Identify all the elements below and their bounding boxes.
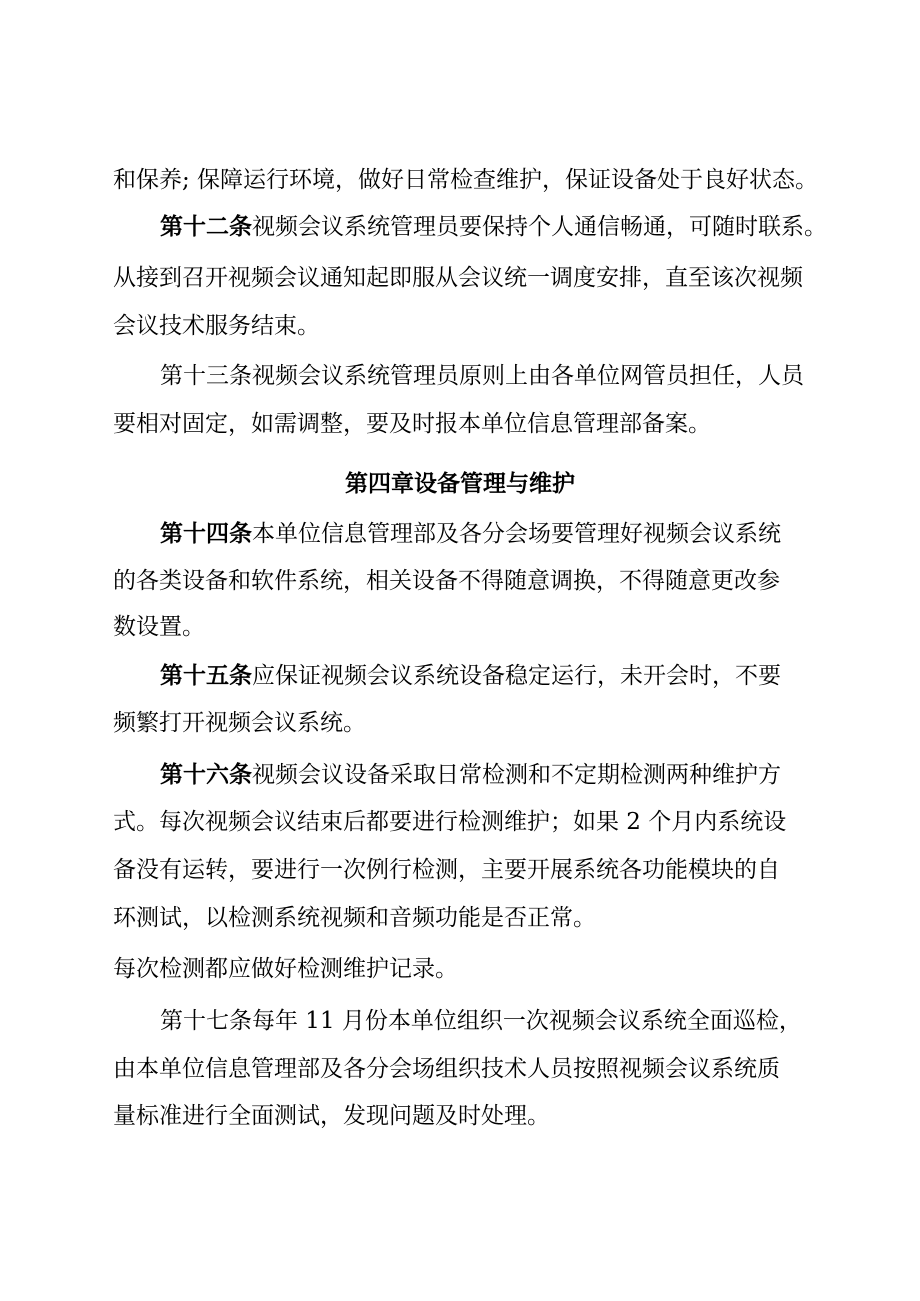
article-15-line: 第十五条应保证视频会议系统设备稳定运行，未开会时，不要 <box>160 662 781 689</box>
chapter-heading: 第四章设备管理与维护 <box>345 470 575 497</box>
text-line: 量标准进行全面测试，发现问题及时处理。 <box>113 1103 550 1129</box>
article-13-line: 第十三条视频会议系统管理员原则上由各单位网管员担任，人员 <box>160 363 804 389</box>
article-label: 第十六条 <box>160 761 252 788</box>
article-label: 第十二条 <box>160 213 252 240</box>
text-line: 从接到召开视频会议通知起即服从会议统一调度安排，直至该次视频 <box>113 265 803 291</box>
text-line: 式。每次视频会议结束后都要进行检测维护；如果 2 个月内系统设 <box>113 809 787 835</box>
article-17-line: 第十七条每年 11 月份本单位组织一次视频会议系统全面巡检， <box>160 1008 802 1034</box>
text-line: 要相对固定，如需调整，要及时报本单位信息管理部备案。 <box>113 411 711 437</box>
article-14-line: 第十四条本单位信息管理部及各分会场要管理好视频会议系统 <box>160 520 781 547</box>
text-line: 环测试，以检测系统视频和音频功能是否正常。 <box>113 905 596 931</box>
text-line: 的各类设备和软件系统，相关设备不得随意调换，不得随意更改参 <box>113 568 780 594</box>
article-16-line: 第十六条视频会议设备采取日常检测和不定期检测两种维护方 <box>160 761 781 788</box>
text-line: 和保养; 保障运行环境，做好日常检查维护，保证设备处于良好状态。 <box>113 167 819 193</box>
article-12-line: 第十二条视频会议系统管理员要保持个人通信畅通，可随时联系。 <box>160 213 827 240</box>
text-line: 每次检测都应做好检测维护记录。 <box>113 956 458 982</box>
text-line: 频繁打开视频会议系统。 <box>113 710 366 736</box>
text-line: 由本单位信息管理部及各分会场组织技术人员按照视频会议系统质 <box>113 1056 780 1082</box>
text-line: 备没有运转，要进行一次例行检测，主要开展系统各功能模块的自 <box>113 857 780 883</box>
article-label: 第十五条 <box>160 662 252 689</box>
text-line: 数设置。 <box>113 614 205 640</box>
text-line: 会议技术服务结束。 <box>113 313 320 339</box>
article-label: 第十四条 <box>160 520 252 547</box>
